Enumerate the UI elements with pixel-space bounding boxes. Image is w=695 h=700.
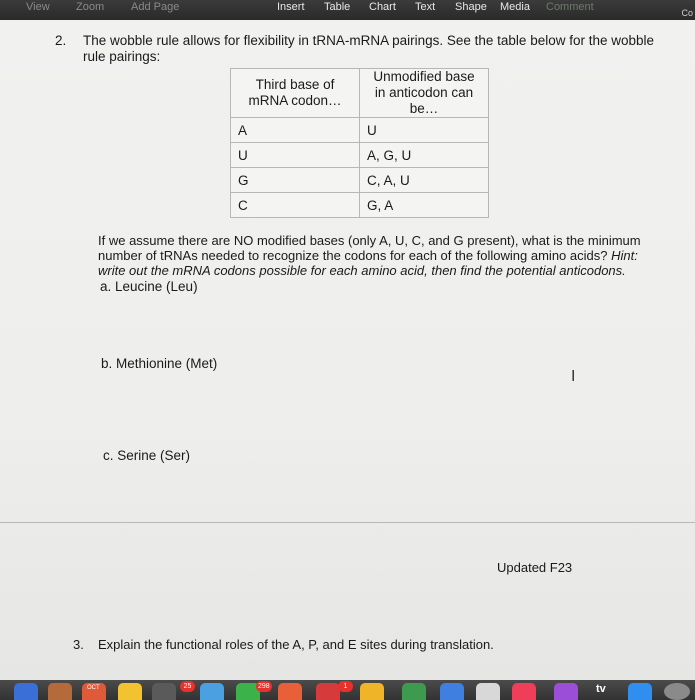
- question-3-text: Explain the functional roles of the A, P, and E sites during translation.: [98, 637, 494, 652]
- numbers-icon[interactable]: [402, 683, 426, 700]
- paragraph-text: If we assume there are NO modified bases (only A, U, C, and G present), what is the minimum number of tRNAs needed to recognize the codons for each of the following amino acids?: [98, 233, 641, 263]
- podcasts-icon[interactable]: [554, 683, 578, 700]
- question-paragraph: [98, 233, 664, 278]
- notes-icon[interactable]: [118, 683, 142, 700]
- document-page[interactable]: [0, 20, 695, 680]
- music-icon[interactable]: [512, 683, 536, 700]
- text-cursor-icon: I: [571, 367, 576, 385]
- chart-button[interactable]: Chart: [369, 1, 396, 13]
- text-button[interactable]: Text: [415, 1, 436, 13]
- notification-badge: 1: [338, 681, 353, 692]
- app-icon[interactable]: [48, 683, 72, 700]
- add-page-button[interactable]: Add Page: [131, 1, 180, 13]
- notification-badge: 298: [258, 683, 270, 690]
- cell-anticodon[interactable]: C, A, U: [360, 168, 489, 193]
- dock: [0, 680, 695, 700]
- comment-button[interactable]: Comment: [546, 1, 594, 13]
- calendar-month: OCT: [87, 685, 100, 691]
- shape-button[interactable]: Shape: [455, 1, 487, 13]
- paragraph-hint: Hint: write out the mRNA codons possible for each amino acid, then find the potential anticodons.: [98, 248, 638, 278]
- photos-icon[interactable]: [278, 683, 302, 700]
- cell-third-base[interactable]: C: [231, 193, 360, 218]
- table-row: [231, 168, 489, 193]
- question-2-line-2: rule pairings:: [83, 49, 161, 64]
- cell-third-base[interactable]: A: [231, 118, 360, 143]
- news-icon[interactable]: [476, 683, 500, 700]
- header-third-base[interactable]: Third base of mRNA codon…: [231, 69, 360, 118]
- app-toolbar: [0, 0, 695, 20]
- cell-anticodon[interactable]: U: [360, 118, 489, 143]
- cell-anticodon[interactable]: A, G, U: [360, 143, 489, 168]
- keynote-icon[interactable]: [440, 683, 464, 700]
- question-3-number: 3.: [73, 637, 84, 652]
- item-a-leucine: a. Leucine (Leu): [100, 279, 198, 294]
- app-icon[interactable]: [316, 683, 340, 700]
- notification-badge: 25: [180, 681, 195, 692]
- page-divider: [0, 522, 695, 523]
- header-anticodon[interactable]: Unmodified base in anticodon can be…: [360, 69, 489, 118]
- app-icon[interactable]: [200, 683, 224, 700]
- item-b-methionine: b. Methionine (Met): [101, 356, 218, 371]
- cell-third-base[interactable]: G: [231, 168, 360, 193]
- wobble-table[interactable]: [230, 68, 489, 218]
- table-row: [231, 143, 489, 168]
- settings-icon[interactable]: [664, 683, 690, 700]
- updated-label: Updated F23: [497, 560, 573, 575]
- table-row: [231, 118, 489, 143]
- table-button[interactable]: Table: [324, 1, 351, 13]
- pencil-icon[interactable]: [360, 683, 384, 700]
- finder-icon[interactable]: [14, 683, 38, 700]
- cell-anticodon[interactable]: G, A: [360, 193, 489, 218]
- zoom-menu[interactable]: Zoom: [76, 1, 105, 13]
- view-menu[interactable]: View: [26, 1, 50, 13]
- cell-third-base[interactable]: U: [231, 143, 360, 168]
- toolbar-edge-label: Co: [681, 8, 693, 18]
- app-icon[interactable]: [152, 683, 176, 700]
- app-store-icon[interactable]: [628, 683, 652, 700]
- media-button[interactable]: Media: [500, 1, 530, 13]
- apple-tv-icon[interactable]: tv: [596, 683, 606, 695]
- question-2-line-1: The wobble rule allows for flexibility in tRNA-mRNA pairings. See the table below for the wobble: [83, 33, 655, 48]
- insert-button[interactable]: Insert: [277, 1, 305, 13]
- item-c-serine: c. Serine (Ser): [103, 448, 191, 463]
- table-row: [231, 193, 489, 218]
- question-2-number: 2.: [55, 33, 67, 48]
- table-header-row: [231, 69, 489, 118]
